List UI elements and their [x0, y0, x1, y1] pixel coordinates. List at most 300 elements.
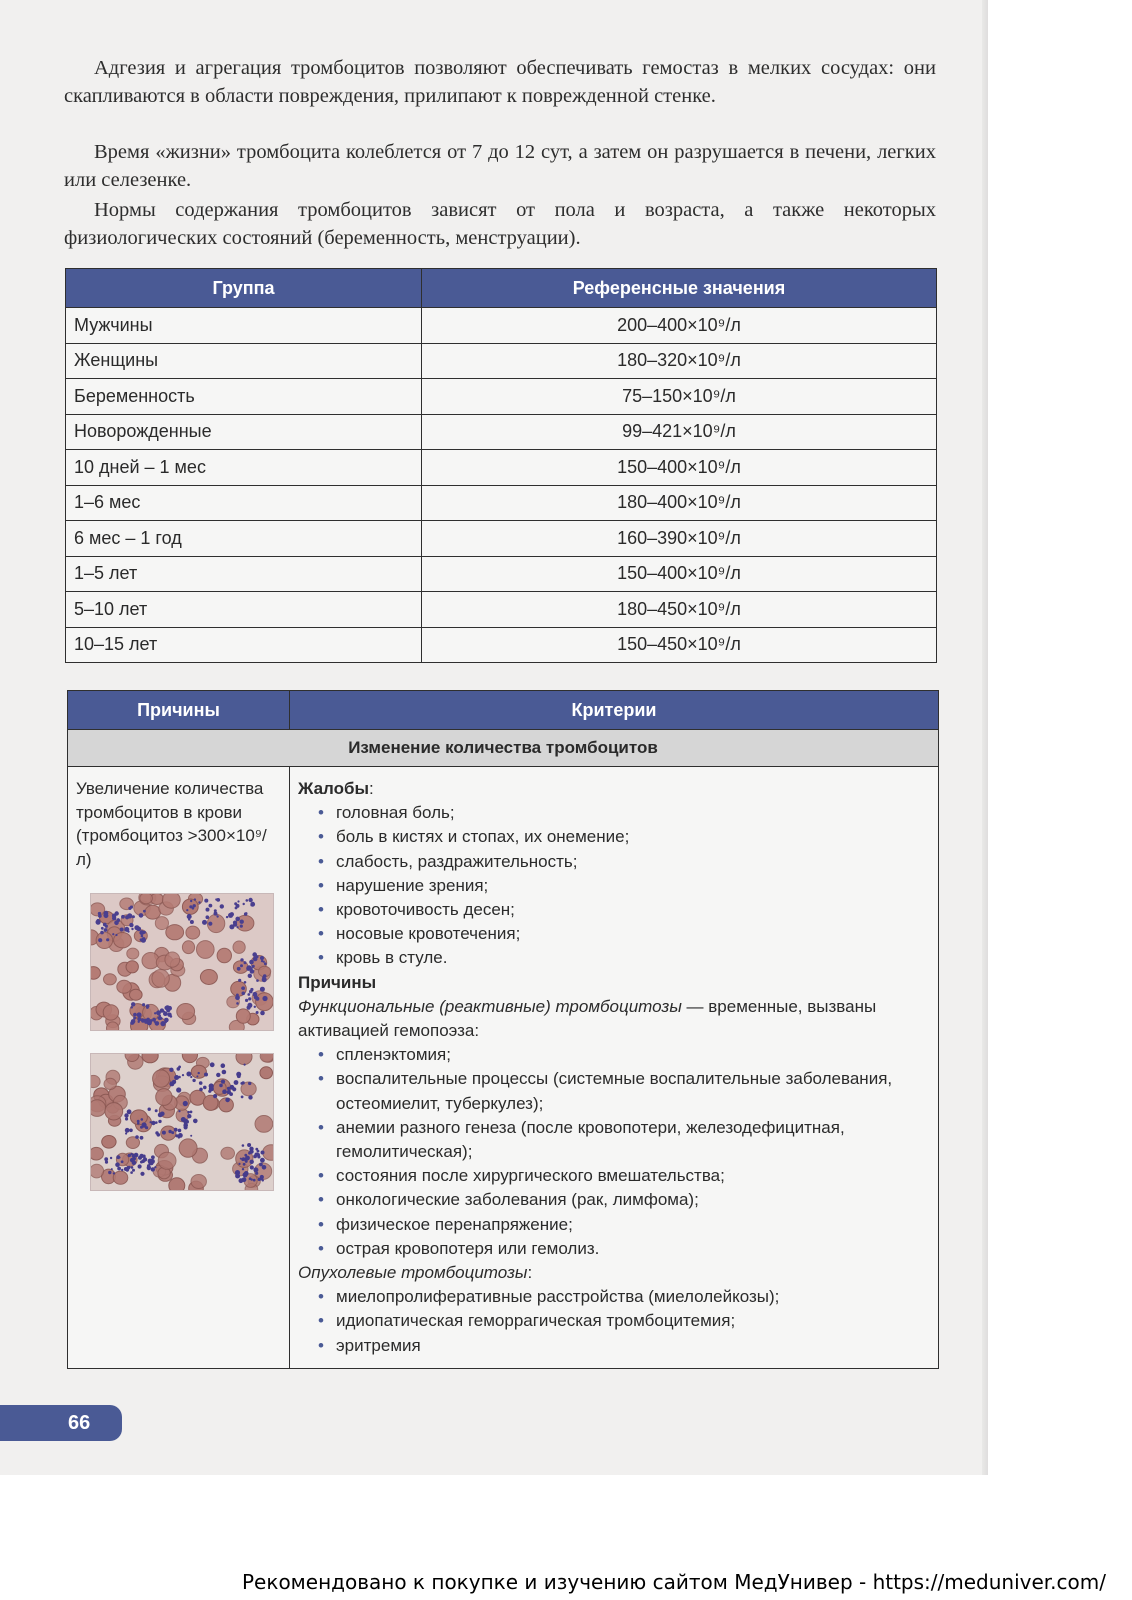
platelet — [178, 1066, 181, 1069]
platelet — [160, 1008, 164, 1012]
platelet — [249, 1149, 253, 1153]
platelet — [142, 1123, 147, 1128]
platelet — [112, 933, 114, 935]
criteria-cell: Жалобы: • головная боль; • боль в кистях и стопах, их онемение; • слабость, раздражительность; • нарушение зрения; • кровоточивость десен; • носовые кровотечения; • кровь в стуле. Причины Функциональные (реактивные) тромбоцитозы — временные, вызваны активацией гемопоэза: • спленэктомия; • воспалительные процессы (системные воспалительные заболевания, остеомиелит, туберкулез); • анемии разного генеза (после кровопотери, железодефицитная, гемолитическая); • состояния после хирургического вмешательства; • онкологические заболевания (рак, лимфома); • физическое перенапряжение; • острая кровопотеря или гемолиз. Опухолевые тромбоцитозы: • миелопролиферативные расстройства (миелолейкозы); • идиопатическая геморрагическая тромбоцитемия; • эритремия — [290, 767, 939, 1369]
platelet — [196, 1075, 198, 1077]
platelet — [193, 904, 196, 907]
platelet — [219, 1084, 223, 1088]
platelet — [227, 1090, 231, 1094]
platelet — [202, 920, 207, 925]
platelet — [129, 923, 133, 927]
platelet — [188, 918, 190, 920]
table-row — [66, 556, 937, 592]
red-blood-cell — [255, 1116, 273, 1133]
red-blood-cell — [191, 1065, 206, 1078]
platelet — [165, 1021, 167, 1023]
platelet — [208, 922, 212, 926]
functional-description: — временные, вызваны активацией гемопоэза: — [298, 996, 877, 1041]
platelet — [242, 1081, 245, 1084]
red-blood-cell — [169, 1178, 185, 1191]
platelet — [169, 1068, 173, 1072]
platelet — [138, 1156, 142, 1160]
causes-column-header: Причины — [68, 691, 290, 730]
platelet — [256, 1153, 260, 1157]
platelet — [187, 1111, 190, 1114]
platelet — [253, 1179, 256, 1182]
platelet — [132, 1160, 134, 1162]
reference-values-column-header: Референсные значения — [422, 269, 937, 308]
platelet — [262, 996, 267, 1001]
platelet — [124, 1113, 128, 1117]
red-blood-cell — [260, 1067, 273, 1079]
red-blood-cell — [90, 1100, 106, 1117]
value-cell: 180–320×10⁹/л — [422, 343, 937, 379]
platelet — [206, 908, 210, 912]
red-blood-cell — [90, 1164, 104, 1178]
red-blood-cell — [152, 970, 169, 988]
red-blood-cell — [166, 925, 184, 940]
platelet — [146, 1004, 150, 1008]
platelet — [150, 1159, 155, 1164]
intro-paragraph-2: Время «жизни» тромбоцита колеблется от 7 до 12 сут, а затем он разрушается в печени, легких или селезенке. — [64, 141, 936, 191]
platelet — [138, 1021, 140, 1023]
platelet — [133, 1017, 136, 1020]
platelet — [262, 1165, 267, 1170]
list-item: • носовые кровотечения; — [336, 922, 930, 946]
platelet — [117, 919, 121, 923]
red-blood-cell — [200, 970, 217, 985]
platelet — [124, 1167, 128, 1171]
platelet — [125, 1117, 128, 1120]
platelet — [241, 987, 243, 989]
platelet — [194, 898, 196, 900]
group-cell: Женщины — [66, 343, 422, 379]
cause-cell — [68, 767, 290, 1369]
group-column-header: Группа — [66, 269, 422, 308]
value-cell: 160–390×10⁹/л — [422, 521, 937, 557]
platelet — [255, 1148, 258, 1151]
red-blood-cell — [145, 905, 161, 919]
platelet — [131, 928, 133, 930]
platelet — [96, 920, 101, 925]
platelet — [190, 1076, 192, 1078]
blood-smear-image-1 — [90, 893, 274, 1031]
platelet — [225, 1098, 230, 1103]
platelet — [234, 1080, 239, 1085]
platelet — [240, 925, 243, 928]
blood-smear-image-2 — [90, 1053, 274, 1191]
red-blood-cell — [102, 1136, 116, 1149]
platelet — [260, 1011, 265, 1016]
list-item: • боль в кистях и стопах, их онемение; — [336, 825, 930, 849]
section-header: Изменение количества тромбоцитов — [68, 730, 939, 767]
list-item: • кровоточивость десен; — [336, 898, 930, 922]
platelet — [101, 927, 104, 930]
platelet — [215, 898, 217, 900]
platelet — [130, 906, 133, 909]
criteria-column-header: Критерии — [290, 691, 939, 730]
platelet — [247, 1143, 251, 1147]
platelet — [253, 992, 258, 997]
platelet — [132, 1169, 135, 1172]
table-row — [66, 343, 937, 379]
platelet — [104, 928, 108, 932]
platelet — [98, 938, 102, 942]
platelet — [235, 995, 240, 1000]
red-blood-cell — [90, 1075, 100, 1087]
platelet — [174, 1128, 178, 1132]
platelet — [240, 958, 243, 961]
platelet — [247, 993, 250, 996]
group-cell: 10 дней – 1 мес — [66, 450, 422, 486]
platelet — [132, 1022, 134, 1024]
platelet — [110, 1157, 112, 1159]
platelet — [250, 1165, 254, 1169]
platelet — [242, 1168, 244, 1170]
platelet — [228, 913, 233, 918]
platelet — [127, 913, 132, 918]
platelet — [238, 1163, 240, 1165]
platelet — [151, 1167, 155, 1171]
value-cell: 150–400×10⁹/л — [422, 450, 937, 486]
platelet — [155, 1021, 160, 1026]
platelet — [252, 965, 255, 968]
platelet — [152, 1018, 156, 1022]
platelet — [178, 1133, 183, 1138]
platelet — [192, 1079, 195, 1082]
page-number: 66 — [68, 1412, 91, 1434]
platelet — [243, 1172, 248, 1177]
functional-heading: Функциональные (реактивные) тромбоцитозы — [298, 996, 682, 1016]
platelet — [237, 900, 239, 902]
platelet — [130, 1171, 133, 1174]
platelet — [263, 961, 265, 963]
complaints-heading: Жалобы — [298, 779, 370, 798]
red-blood-cell — [197, 941, 215, 959]
platelet — [184, 1125, 188, 1129]
table-row — [68, 767, 939, 1369]
platelet — [206, 915, 210, 919]
group-cell: Новорожденные — [66, 414, 422, 450]
platelet — [260, 987, 265, 992]
platelet — [125, 1128, 130, 1133]
platelet — [243, 903, 245, 905]
platelet — [121, 1169, 123, 1171]
list-item: • острая кровопотеря или гемолиз. — [336, 1237, 930, 1261]
platelet — [248, 997, 251, 1000]
platelet — [183, 1101, 188, 1106]
value-cell: 99–421×10⁹/л — [422, 414, 937, 450]
platelet — [167, 1013, 171, 1017]
platelet — [241, 1096, 244, 1099]
list-item: • нарушение зрения; — [336, 874, 930, 898]
platelet — [260, 956, 264, 960]
red-blood-cell — [233, 941, 245, 953]
platelet — [258, 1178, 261, 1181]
platelet — [104, 1157, 108, 1161]
platelet — [190, 1111, 193, 1114]
list-item: • эритремия — [336, 1334, 930, 1358]
platelet — [226, 916, 228, 918]
platelet — [121, 1160, 124, 1163]
red-blood-cell — [107, 1022, 119, 1031]
footer-text: Рекомендовано к покупке и изучению сайтом МедУнивер - https://meduniver.com/ — [242, 1570, 1106, 1594]
red-blood-cell — [105, 1103, 123, 1120]
platelet — [249, 960, 254, 965]
red-blood-cell — [117, 980, 132, 993]
platelet — [248, 1095, 252, 1099]
platelet — [185, 1120, 189, 1124]
platelet — [140, 1172, 144, 1176]
platelet — [190, 920, 194, 924]
red-blood-cell — [158, 1152, 176, 1169]
red-blood-cell — [104, 974, 117, 985]
value-cell: 75–150×10⁹/л — [422, 379, 937, 415]
platelet — [243, 1163, 246, 1166]
platelet — [157, 1017, 160, 1020]
platelet — [125, 1132, 127, 1134]
red-blood-cell — [182, 941, 194, 954]
platelet — [254, 1006, 256, 1008]
platelet — [140, 938, 143, 941]
value-cell: 150–400×10⁹/л — [422, 556, 937, 592]
platelet — [264, 962, 267, 965]
group-cell: 6 мес – 1 год — [66, 521, 422, 557]
value-cell: 200–400×10⁹/л — [422, 308, 937, 344]
platelet — [240, 964, 243, 967]
platelet — [160, 1112, 165, 1117]
platelet — [250, 902, 255, 907]
platelet — [117, 1167, 121, 1171]
platelet — [190, 1135, 192, 1137]
platelet — [262, 1159, 264, 1161]
list-item: • слабость, раздражительность; — [336, 850, 930, 874]
platelet — [240, 920, 244, 924]
list-item: • спленэктомия; — [336, 1043, 930, 1067]
platelet — [249, 1177, 252, 1180]
platelet — [151, 1121, 155, 1125]
platelet — [115, 911, 119, 915]
list-item: • идиопатическая геморрагическая тромбоцитемия; — [336, 1309, 930, 1333]
red-blood-cell — [165, 952, 180, 967]
platelet — [124, 927, 129, 932]
intro-paragraph-1: Адгезия и агрегация тромбоцитов позволяют обеспечивать гемостаз в мелких сосудах: они скапливаются в области повреждения, прилипают к поврежденной стенке. — [64, 57, 936, 107]
platelet — [137, 1017, 141, 1021]
platelet — [229, 924, 234, 929]
platelet — [154, 1012, 156, 1014]
platelet — [178, 1129, 182, 1133]
platelet — [116, 1155, 120, 1159]
platelet — [237, 926, 239, 928]
platelet — [246, 899, 249, 902]
platelet — [172, 1080, 176, 1084]
complaints-list — [298, 801, 930, 970]
table-row — [66, 379, 937, 415]
platelet — [141, 1019, 145, 1023]
group-cell: Мужчины — [66, 308, 422, 344]
platelet — [158, 1120, 161, 1123]
platelet — [189, 905, 192, 908]
platelet — [255, 1172, 258, 1175]
platelet — [168, 1130, 171, 1133]
platelet — [213, 1094, 217, 1098]
platelet — [187, 1114, 191, 1118]
table-row — [66, 450, 937, 486]
platelet — [256, 979, 259, 982]
platelet — [164, 1018, 166, 1020]
platelet — [186, 1072, 191, 1077]
red-blood-cell — [127, 948, 139, 959]
platelet — [148, 1108, 151, 1111]
platelet — [209, 1086, 214, 1091]
platelet — [142, 1003, 145, 1006]
platelet — [104, 913, 109, 918]
red-blood-cell — [191, 1175, 206, 1189]
platelet — [244, 912, 247, 915]
group-cell: 10–15 лет — [66, 627, 422, 663]
platelet — [139, 930, 144, 935]
platelet — [248, 898, 252, 902]
platelet — [259, 1163, 263, 1167]
platelet — [262, 977, 267, 982]
platelet — [135, 1135, 139, 1139]
platelet — [134, 1153, 139, 1158]
red-blood-cell — [156, 1089, 172, 1106]
platelet — [199, 1081, 203, 1085]
platelet — [133, 1013, 137, 1017]
red-blood-cell — [236, 1009, 250, 1023]
red-blood-cell — [125, 1053, 139, 1062]
platelet — [163, 1011, 168, 1016]
platelet — [137, 1122, 140, 1125]
list-item: • состояния после хирургического вмешательства; — [336, 1164, 930, 1188]
red-blood-cell — [90, 967, 100, 980]
platelet — [220, 904, 224, 908]
tumor-list — [298, 1285, 930, 1358]
platelet — [115, 1162, 120, 1167]
platelet — [249, 990, 253, 994]
group-cell: 1–6 мес — [66, 485, 422, 521]
group-cell: Беременность — [66, 379, 422, 415]
platelet — [115, 934, 117, 936]
platelet — [138, 1164, 142, 1168]
platelet — [178, 1110, 180, 1112]
platelet — [137, 1012, 142, 1017]
red-blood-cell — [142, 1053, 158, 1063]
platelet — [134, 925, 139, 930]
platelet — [204, 1073, 208, 1077]
list-item: • онкологические заболевания (рак, лимфома); — [336, 1188, 930, 1212]
platelet — [198, 901, 200, 903]
platelet — [143, 910, 146, 913]
platelet — [222, 1089, 227, 1094]
platelet — [244, 1064, 246, 1066]
platelet — [238, 979, 241, 982]
platelet — [248, 974, 252, 978]
platelet — [164, 1006, 168, 1010]
platelet — [244, 961, 247, 964]
platelet — [186, 909, 188, 911]
platelet — [175, 1134, 178, 1137]
platelet — [113, 1172, 115, 1174]
red-blood-cell — [103, 1005, 118, 1020]
platelet — [235, 1170, 240, 1175]
red-blood-cell — [153, 1070, 170, 1087]
platelet — [128, 1154, 131, 1157]
group-cell: 5–10 лет — [66, 592, 422, 628]
platelet — [149, 1019, 152, 1022]
platelet — [252, 952, 257, 957]
tumor-heading: Опухолевые тромбоцитозы — [298, 1263, 528, 1283]
platelet — [131, 1006, 133, 1008]
value-cell: 150–450×10⁹/л — [422, 627, 937, 663]
platelet — [112, 916, 116, 920]
platelet — [155, 1121, 158, 1124]
functional-list — [298, 1043, 930, 1261]
platelet — [120, 928, 124, 932]
platelet — [237, 1074, 241, 1078]
platelet — [140, 1136, 144, 1140]
platelet — [100, 931, 104, 935]
red-blood-cell — [162, 893, 180, 908]
platelet — [242, 992, 246, 996]
platelet — [242, 1157, 246, 1161]
intro-paragraph-3: Нормы содержания тромбоцитов зависят от пола и возраста, а также некоторых физиологических состояний (беременность, менструации). — [64, 199, 936, 249]
platelet — [235, 917, 240, 922]
list-item: • кровь в стуле. — [336, 946, 930, 970]
platelet — [235, 907, 238, 910]
criteria-table — [67, 690, 939, 1369]
platelet — [193, 1119, 198, 1124]
value-cell: 180–400×10⁹/л — [422, 485, 937, 521]
causes-heading: Причины — [298, 972, 377, 992]
platelet — [103, 923, 107, 927]
red-blood-cell — [177, 1004, 195, 1020]
page-number-tab — [0, 1405, 122, 1441]
platelet — [127, 1109, 132, 1114]
platelet — [239, 1178, 244, 1183]
platelet — [209, 904, 213, 908]
platelet — [182, 1074, 184, 1076]
platelet — [150, 1121, 152, 1123]
platelet — [131, 1166, 134, 1169]
list-item: • анемии разного генеза (после кровопотери, железодефицитная, гемолитическая); — [336, 1116, 930, 1164]
platelet — [222, 1070, 227, 1075]
red-blood-cell — [90, 903, 105, 916]
red-blood-cell — [104, 1078, 116, 1089]
red-blood-cell — [140, 893, 153, 904]
platelet — [221, 1080, 225, 1084]
table-row — [66, 414, 937, 450]
platelet — [141, 1118, 144, 1121]
platelet — [162, 1131, 166, 1135]
platelet — [98, 914, 101, 917]
reference-values-table — [65, 268, 937, 663]
platelet — [203, 1086, 207, 1090]
group-cell: 1–5 лет — [66, 556, 422, 592]
platelet — [245, 1156, 250, 1161]
platelet — [141, 1159, 145, 1163]
platelet — [190, 900, 192, 902]
red-blood-cell — [186, 926, 200, 939]
platelet — [198, 1072, 200, 1074]
platelet — [129, 1129, 133, 1133]
table-row — [66, 485, 937, 521]
red-blood-cell — [236, 1053, 252, 1065]
platelet — [139, 913, 144, 918]
red-blood-cell — [130, 989, 143, 1000]
table-row — [66, 592, 937, 628]
